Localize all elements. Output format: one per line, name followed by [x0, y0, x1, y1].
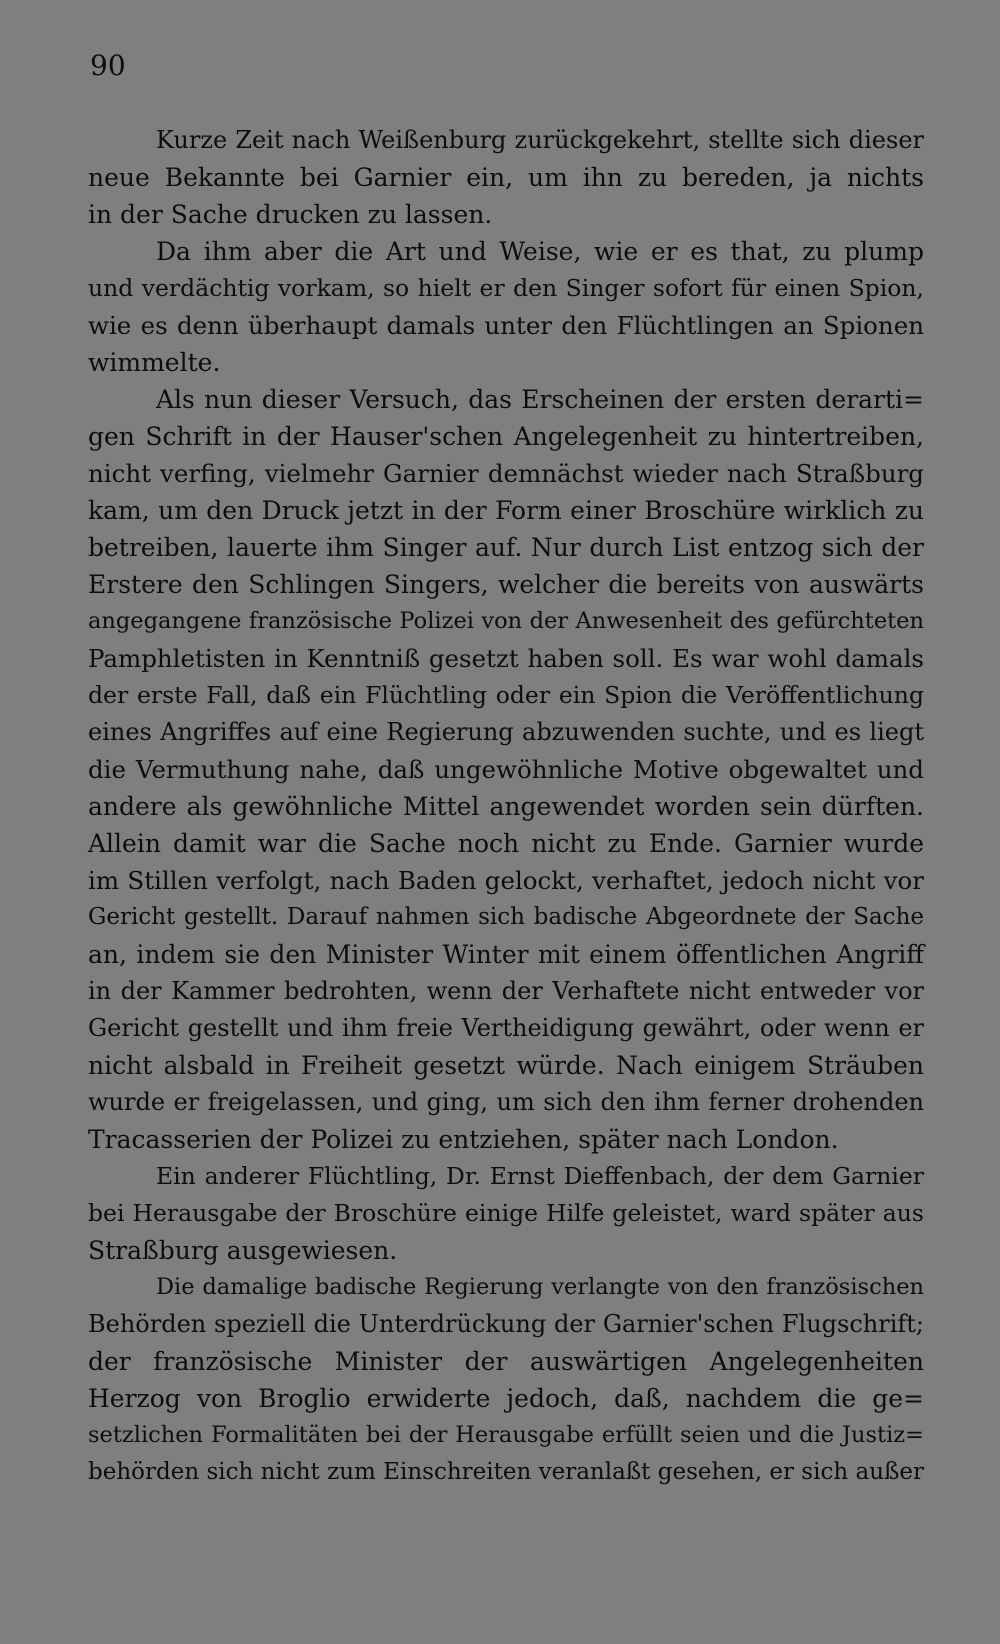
text-line: im Stillen verfolgt, nach Baden gelockt, verhaftet, jedoch nicht vor — [88, 866, 924, 895]
text-line: Ein anderer Flüchtling, Dr. Ernst Dieffenbach, der dem Garnier — [156, 1162, 924, 1190]
text-line: der erste Fall, daß ein Flüchtling oder ein Spion die Veröffentlichung — [88, 681, 924, 709]
text-line: wimmelte. — [88, 348, 221, 377]
text-line: Allein damit war die Sache noch nicht zu Ende. Garnier wurde — [88, 829, 924, 858]
text-line: in der Kammer bedrohten, wenn der Verhaftete nicht entweder vor — [88, 977, 924, 1005]
text-line: Als nun dieser Versuch, das Erscheinen der ersten derarti= — [156, 385, 924, 414]
text-line: behörden sich nicht zum Einschreiten veranlaßt gesehen, er sich außer — [88, 1459, 924, 1485]
body-text — [88, 122, 924, 1491]
text-line: andere als gewöhnliche Mittel angewendet worden sein dürften. — [88, 792, 924, 821]
text-line: kam, um den Druck jetzt in der Form einer Broschüre wirklich zu — [88, 496, 924, 525]
text-line: in der Sache drucken zu lassen. — [88, 200, 493, 229]
text-line: Herzog von Broglio erwiderte jedoch, daß, nachdem die ge= — [88, 1384, 924, 1413]
text-line: angegangene französische Polizei von der Anwesenheit des gefürchteten — [88, 608, 924, 634]
text-line: neue Bekannte bei Garnier ein, um ihn zu bereden, ja nichts — [88, 163, 924, 192]
text-line: gen Schrift in der Hauser'schen Angelegenheit zu hintertreiben, — [88, 422, 924, 451]
text-line: Kurze Zeit nach Weißenburg zurückgekehrt, stellte sich dieser — [156, 126, 924, 154]
text-line: an, indem sie den Minister Winter mit einem öffentlichen Angriff — [88, 940, 924, 969]
text-line: bei Herausgabe der Broschüre einige Hilfe geleistet, ward später aus — [88, 1199, 924, 1227]
text-line: wie es denn überhaupt damals unter den Flüchtlingen an Spionen — [88, 311, 924, 340]
text-line: nicht alsbald in Freiheit gesetzt würde. Nach einigem Sträuben — [88, 1051, 924, 1080]
text-line: die Vermuthung nahe, daß ungewöhnliche Motive obgewaltet und — [88, 755, 924, 784]
text-line: Tracasserien der Polizei zu entziehen, später nach London. — [88, 1125, 839, 1154]
text-line: betreiben, lauerte ihm Singer auf. Nur durch List entzog sich der — [88, 533, 924, 562]
text-line: Pamphletisten in Kenntniß gesetzt haben soll. Es war wohl damals — [88, 644, 924, 673]
text-line: Da ihm aber die Art und Weise, wie er es that, zu plump — [156, 237, 924, 266]
text-line: Gericht gestellt und ihm freie Vertheidigung gewährt, oder wenn er — [88, 1014, 924, 1042]
text-line: eines Angriffes auf eine Regierung abzuwenden suchte, und es liegt — [88, 718, 924, 746]
text-line: Erstere den Schlingen Singers, welcher die bereits von auswärts — [88, 570, 924, 599]
text-line: setzlichen Formalitäten bei der Herausgabe erfüllt seien und die Justiz= — [88, 1422, 924, 1448]
text-line: Gericht gestellt. Darauf nahmen sich badische Abgeordnete der Sache — [88, 904, 924, 930]
text-line: Straßburg ausgewiesen. — [88, 1236, 398, 1265]
page-number: 90 — [90, 49, 126, 82]
text-line: nicht verfing, vielmehr Garnier demnächst wieder nach Straßburg — [88, 459, 924, 488]
text-line: Behörden speziell die Unterdrückung der Garnier'schen Flugschrift; — [88, 1310, 924, 1338]
text-line: Die damalige badische Regierung verlangte von den französischen — [156, 1274, 924, 1300]
text-line: der französische Minister der auswärtigen Angelegenheiten — [88, 1347, 924, 1376]
text-line: wurde er freigelassen, und ging, um sich den ihm ferner drohenden — [88, 1088, 924, 1116]
text-line: und verdächtig vorkam, so hielt er den Singer sofort für einen Spion, — [88, 274, 924, 302]
